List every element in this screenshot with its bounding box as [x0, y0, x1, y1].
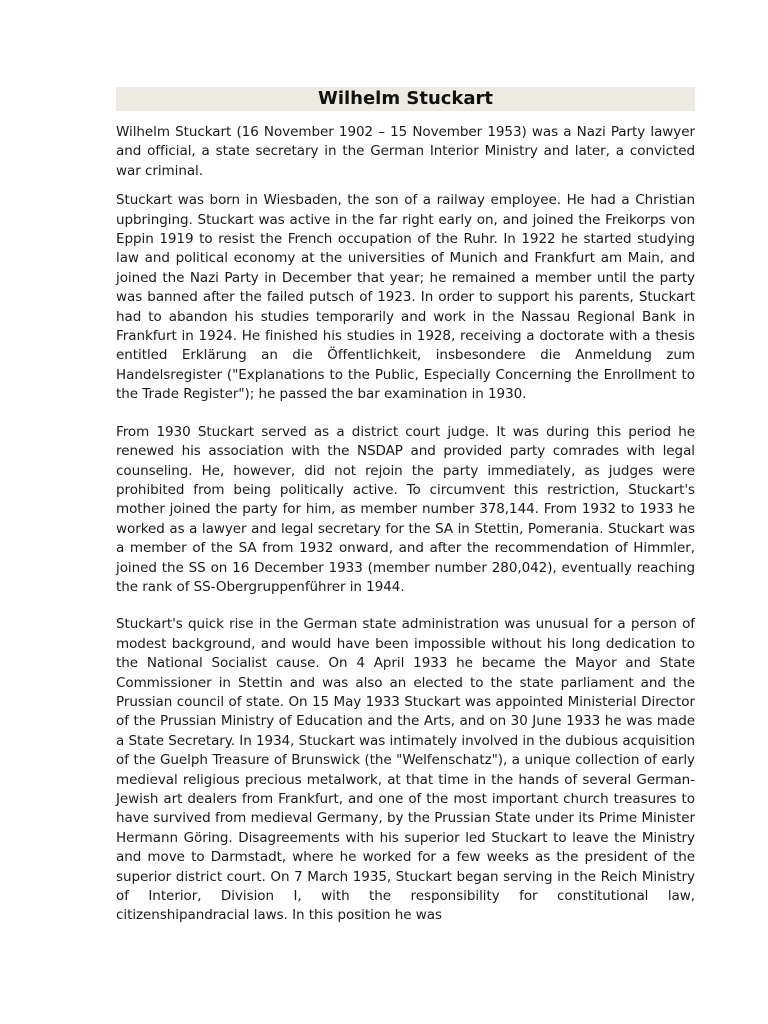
document-page [116, 87, 695, 926]
paragraph-state-administration: Stuckart's quick rise in the German state administration was unusual for a person of modest background, and would have been impossible without his long dedication to the National Socialist cause. On 4 April 1933 he became the Mayor and State Commissioner in Stettin and was also an elected to the state parliament and the Prussian council of state. On 15 May 1933 Stuckart was appointed Ministerial Director of the Prussian Ministry of Education and the Arts, and on 30 June 1933 he was made a State Secretary. In 1934, Stuckart was intimately involved in the dubious acquisition of the Guelph Treasure of Brunswick (the "Welfenschatz"), a unique collection of early medieval religious precious metalwork, at that time in the hands of several German-Jewish art dealers from Frankfurt, and one of the most important church treasures to have survived from medieval Germany, by the Prussian State under its Prime Minister Hermann Göring. Disagreements with his superior led Stuckart to leave the Ministry and move to Darmstadt, where he worked for a few weeks as the president of the superior district court. On 7 March 1935, Stuckart began serving in the Reich Ministry of Interior, Division I, with the responsibility for constitutional law, citizenshipandracial laws. In this position he was [116, 616, 695, 924]
paragraph-judge-career: From 1930 Stuckart served as a district court judge. It was during this period he renewed his association with the NSDAP and provided party comrades with legal counseling. He, however, did not rejoin the party immediately, as judges were prohibited from being politically active. To circumvent this restriction, Stuckart's mother joined the party for him, as member number 378,144. From 1932 to 1933 he worked as a lawyer and legal secretary for the SA in Stettin, Pomerania. Stuckart was a member of the SA from 1932 onward, and after the recommendation of Himmler, joined the SS on 16 December 1933 (member number 280,042), eventually reaching the rank of SS-Obergruppenführer in 1944. [116, 423, 695, 595]
title-bar [116, 87, 695, 111]
document-title: Wilhelm Stuckart [317, 88, 494, 109]
paragraph-early-life: Stuckart was born in Wiesbaden, the son of a railway employee. He had a Christian upbringing. Stuckart was active in the far right early on, and joined the Freikorps von Eppin 1919 to resist the French occupation of the Ruhr. In 1922 he started studying law and political economy at the universities of Munich and Frankfurt am Main, and joined the Nazi Party in December that year; he remained a member until the party was banned after the failed putsch of 1923. In order to support his parents, Stuckart had to abandon his studies temporarily and work in the Nassau Regional Bank in Frankfurt in 1924. He finished his studies in 1928, receiving a doctorate with a thesis entitled Erklärung an die Öffentlichkeit, insbesondere die Anmeldung zum Handelsregister ("Explanations to the Public, Especially Concerning the Enrollment to the Trade Register"); he passed the bar examination in 1930. [116, 192, 695, 403]
paragraph-intro: Wilhelm Stuckart (16 November 1902 – 15 November 1953) was a Nazi Party lawyer and official, a state secretary in the German Interior Ministry and later, a convicted war criminal. [116, 124, 695, 179]
